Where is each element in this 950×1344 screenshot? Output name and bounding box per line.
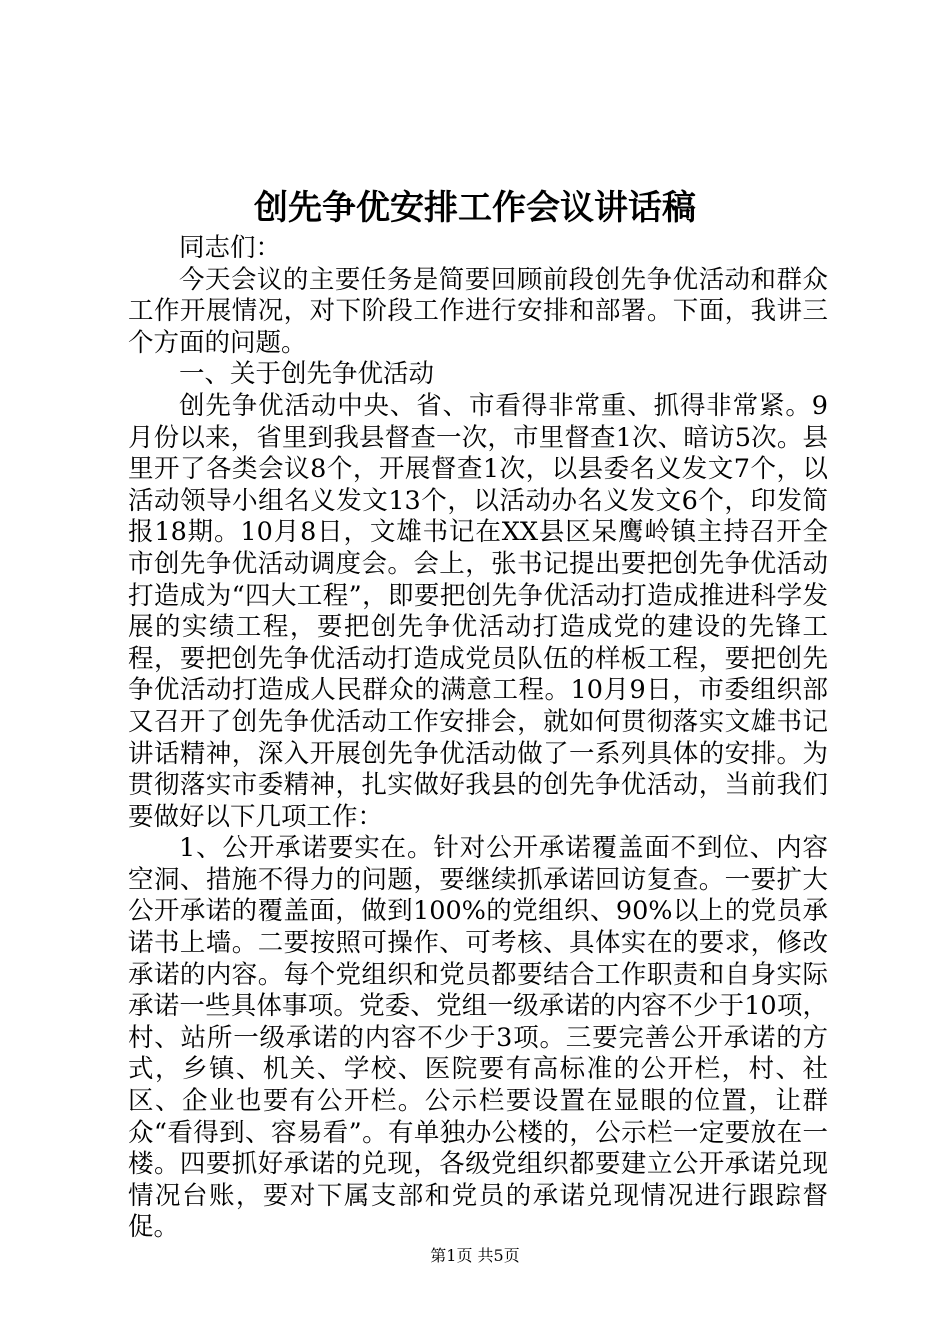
document-title: 创先争优安排工作会议讲话稿 [254,188,696,228]
document-body [128,233,828,1244]
body-paragraph: 1、公开承诺要实在。针对公开承诺覆盖面不到位、内容空洞、措施不得力的问题，要继续抓承诺回访复查。一要扩大公开承诺的覆盖面，做到100%的党组织、90%以上的党员承诺书上墙。二要按照可操作、可考核、具体实在的要求，修改承诺的内容。每个党组织和党员都要结合工作职责和自身实际承诺一些具体事项。党委、党组一级承诺的内容不少于10项，村、站所一级承诺的内容不少于3项。三要完善公开承诺的方式，乡镇、机关、学校、医院要有高标准的公开栏，村、社区、企业也要有公开栏。公示栏要设置在显眼的位置，让群众“看得到、容易看”。有单独办公楼的，公示栏一定要放在一楼。四要抓好承诺的兑现，各级党组织都要建立公开承诺兑现情况台账，要对下属支部和党员的承诺兑现情况进行跟踪督促。 [128,833,828,1243]
page-footer: 第1页 共5页 [430,1246,520,1265]
section-heading: 一、关于创先争优活动 [179,359,435,390]
intro-paragraph: 今天会议的主要任务是简要回顾前段创先争优活动和群众工作开展情况，对下阶段工作进行安排和部署。下面，我讲三个方面的问题。 [128,264,828,358]
body-paragraph: 创先争优活动中央、省、市看得非常重、抓得非常紧。9月份以来，省里到我县督查一次，市里督查1次、暗访5次。县里开了各类会议8个，开展督查1次，以县委名义发文7个，以活动领导小组名义发文13个，以活动办名义发文6个，印发简报18期。10月8日，文雄书记在XX县区呆鹰岭镇主持召开全市创先争优活动调度会。会上，张书记提出要把创先争优活动打造成为“四大工程”，即要把创先争优活动打造成推进科学发展的实绩工程，要把创先争优活动打造成党的建设的先锋工程，要把创先争优活动打造成党员队伍的样板工程，要把创先争优活动打造成人民群众的满意工程。10月9日，市委组织部又召开了创先争优活动工作安排会，就如何贯彻落实文雄书记讲话精神，深入开展创先争优活动做了一系列具体的安排。为贯彻落实市委精神，扎实做好我县的创先争优活动，当前我们要做好以下几项工作： [128,390,828,832]
salutation-paragraph: 同志们： [179,233,282,263]
